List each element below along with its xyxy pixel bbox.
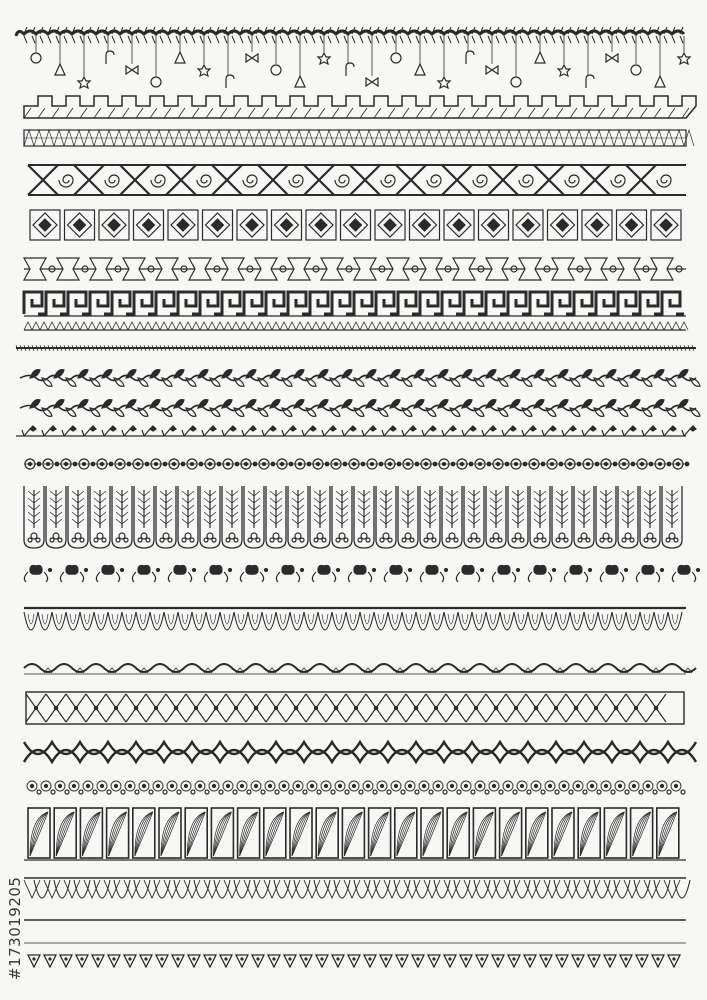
- teardrop-fringe: [24, 608, 686, 630]
- shell-tiles: [24, 808, 686, 860]
- leaf-vine-1: [20, 370, 700, 387]
- braid-chain: [24, 742, 696, 762]
- flourish-motifs: [24, 566, 699, 583]
- leaf-vine-2: [20, 400, 700, 417]
- fringe-line: [16, 345, 696, 351]
- bow-chain: [24, 258, 686, 280]
- thin-zigzag: [24, 322, 688, 330]
- spiral-x-band: [28, 165, 686, 195]
- scallop-row: [24, 878, 690, 920]
- wave-band: [24, 664, 696, 674]
- triangle-band: [26, 692, 684, 724]
- floral-branch: [16, 426, 696, 436]
- dotted-flower-band: [27, 781, 685, 794]
- diamond-tiles: [30, 210, 681, 240]
- feather-arch-tiles: [24, 486, 682, 548]
- greek-key: [24, 292, 686, 316]
- stock-watermark: #173019205: [6, 876, 24, 980]
- flower-chain: [24, 459, 689, 469]
- castle-stepped: [24, 96, 696, 118]
- triangle-row: [24, 943, 686, 967]
- hatched-diamond-strip: [24, 130, 694, 146]
- garland-ornaments: [16, 27, 690, 88]
